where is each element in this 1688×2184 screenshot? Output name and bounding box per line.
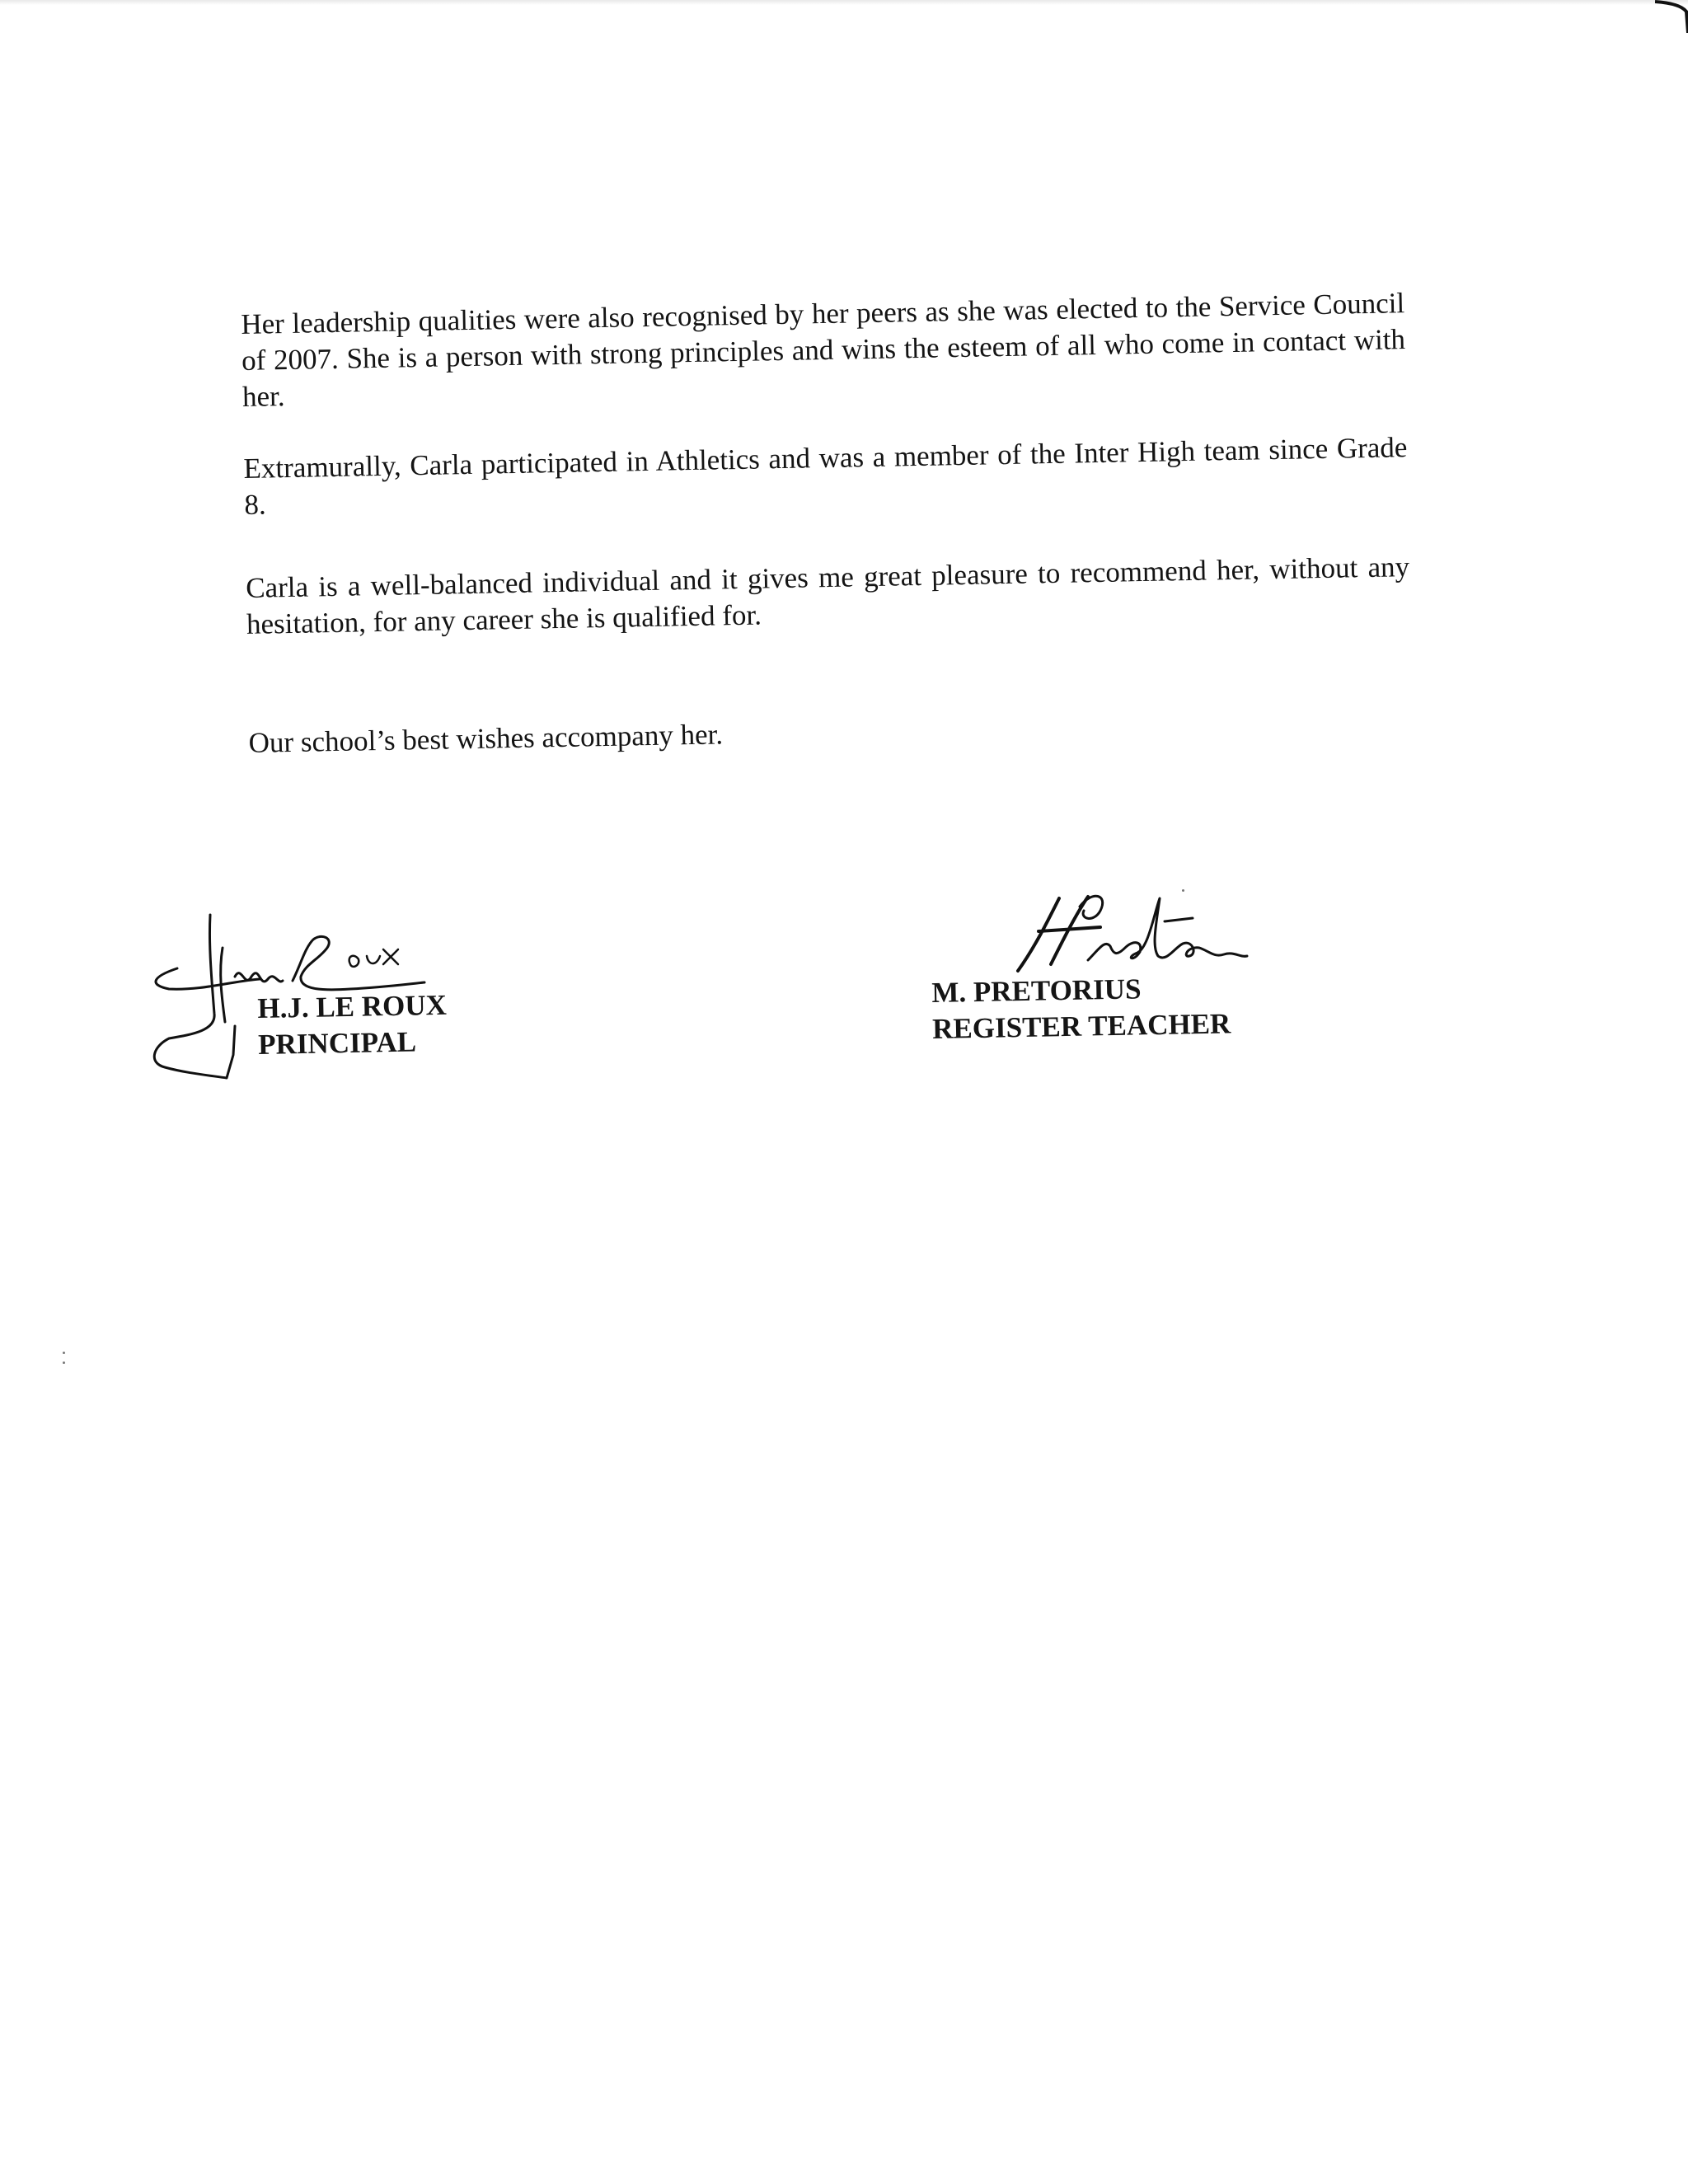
letter-body [241,285,1410,759]
paragraph-recommendation: Carla is a well-balanced individual and it gives me great pleasure to recommend her, without any hesitation, for any career she is qualified for. [245,551,1410,640]
signature-pretorius [1001,882,1249,981]
scan-corner-mark [1655,0,1688,33]
paragraph-best-wishes: Our school’s best wishes accompany her. [248,718,724,759]
paragraph-extramural: Extramurally, Carla participated in Athletics and was a member of the Inter High team since Grade 8. [243,431,1408,521]
scan-edge-shadow [0,0,1688,5]
scan-speck [63,1361,65,1364]
signatory-register-teacher [931,969,1231,1047]
signatory-title: PRINCIPAL [257,1025,417,1061]
scan-speck [1182,889,1184,892]
paragraph-leadership: Her leadership qualities were also recognised by her peers as she was elected to the Service Council of 2007. She is a person with strong principles and wins the esteem of all who come in contact with her. [241,287,1406,413]
signatory-name: H.J. LE ROUX [257,988,448,1024]
signatory-name: M. PRETORIUS [931,972,1142,1009]
scan-speck [63,1352,65,1354]
signatory-principal [257,987,448,1063]
signatory-title: REGISTER TEACHER [931,1007,1231,1045]
